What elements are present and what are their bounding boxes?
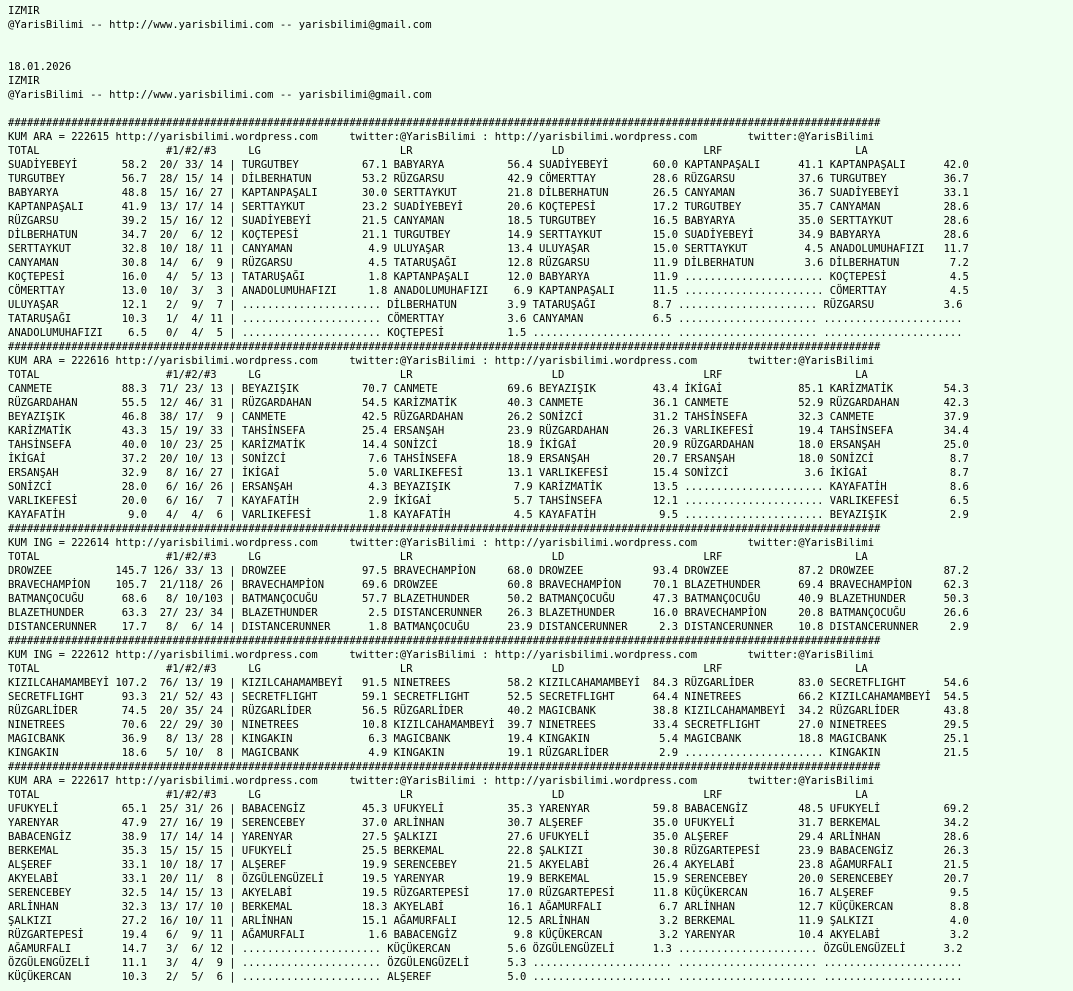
table-row: SECRETFLIGHT 93.3 21/ 52/ 43 | SECRETFLIGHT 59.1 SECRETFLIGHT 52.5 SECRETFLIGHT 64.4 NINETREES 66.2 KIZILCAHAMAMBEYİ 54.5 (8, 691, 969, 703)
table-row: TAHSİNSEFA 40.0 10/ 23/ 25 | KARİZMATİK 14.4 SONİZCİ 18.9 İKİGAİ 20.9 RÜZGARDAHAN 18.0 ERSANŞAH 25.0 (8, 439, 969, 451)
table-row: VARLIKEFESİ 20.0 6/ 16/ 7 | KAYAFATİH 2.9 İKİGAİ 5.7 TAHSİNSEFA 12.1 ...................... VARLIKEFESİ 6.5 (8, 495, 969, 507)
table-row: CANMETE 88.3 71/ 23/ 13 | BEYAZIŞIK 70.7 CANMETE 69.6 BEYAZIŞIK 43.4 İKİGAİ 85.1 KARİZMATİK 54.3 (8, 383, 969, 395)
table-row: DİLBERHATUN 34.7 20/ 6/ 12 | KOÇTEPESİ 21.1 TURGUTBEY 14.9 SERTTAYKUT 15.0 SUADİYEBEYİ 34.9 BABYARYA 28.6 (8, 229, 969, 241)
table-row: TURGUTBEY 56.7 28/ 15/ 14 | DİLBERHATUN 53.2 RÜZGARSU 42.9 CÖMERTTAY 28.6 RÜZGARSU 37.6 TURGUTBEY 36.7 (8, 173, 969, 185)
table-row: SUADİYEBEYİ 58.2 20/ 33/ 14 | TURGUTBEY 67.1 BABYARYA 56.4 SUADİYEBEYİ 60.0 KAPTANPAŞALI 41.1 KAPTANPAŞALI 42.0 (8, 159, 969, 171)
table-row: BABYARYA 48.8 15/ 16/ 27 | KAPTANPAŞALI 30.0 SERTTAYKUT 21.8 DİLBERHATUN 26.5 CANYAMAN 36.7 SUADİYEBEYİ 33.1 (8, 187, 969, 199)
table-row: DISTANCERUNNER 17.7 8/ 6/ 14 | DISTANCERUNNER 1.8 BATMANÇOCUĞU 23.9 DISTANCERUNNER 2.3 DISTANCERUNNER 10.8 DISTANCERUNNER 2.9 (8, 621, 969, 633)
table-row: KAPTANPAŞALI 41.9 13/ 17/ 14 | SERTTAYKUT 23.2 SUADİYEBEYİ 20.6 KOÇTEPESİ 17.2 TURGUTBEY 35.7 CANYAMAN 28.6 (8, 201, 969, 213)
blank-line (8, 46, 1073, 60)
table-row: NINETREES 70.6 22/ 29/ 30 | NINETREES 10.8 KIZILCAHAMAMBEYİ 39.7 NINETREES 33.4 SECRETFLIGHT 27.0 NINETREES 29.5 (8, 719, 969, 731)
race-block (8, 116, 1073, 340)
table-row: RÜZGARTEPESİ 19.4 6/ 9/ 11 | AĞAMURFALI 1.6 BABACENGİZ 9.8 KÜÇÜKERCAN 3.2 YARENYAR 10.4 AKYELABİ 3.2 (8, 929, 969, 941)
race-title: KUM ARA = 222616 http://yarisbilimi.wordpress.com twitter:@YarisBilimi : http://yarisbilimi.wordpress.com twitter:@YarisBilimi (8, 355, 875, 367)
header-contact: @YarisBilimi -- http://www.yarisbilimi.com -- yarisbilimi@gmail.com (8, 19, 432, 31)
separator-line: ########################################################################################################################################## (8, 635, 881, 647)
blank-line (8, 102, 1073, 116)
header-date: 18.01.2026 (8, 61, 72, 73)
table-row: BEYAZIŞIK 46.8 38/ 17/ 9 | CANMETE 42.5 RÜZGARDAHAN 26.2 SONİZCİ 31.2 TAHSİNSEFA 32.3 CANMETE 37.9 (8, 411, 969, 423)
table-row: TATARUŞAĞI 10.3 1/ 4/ 11 | ...................... CÖMERTTAY 3.6 CANYAMAN 6.5 ...................... ...................... (8, 313, 963, 325)
race-title: KUM ING = 222614 http://yarisbilimi.wordpress.com twitter:@YarisBilimi : http://yarisbilimi.wordpress.com twitter:@YarisBilimi (8, 537, 875, 549)
table-row: KINGAKIN 18.6 5/ 10/ 8 | MAGICBANK 4.9 KINGAKIN 19.1 RÜZGARLİDER 2.9 ...................... KINGAKIN 21.5 (8, 747, 969, 759)
separator-line: ########################################################################################################################################## (8, 761, 881, 773)
table-row: ŞALKIZI 27.2 16/ 10/ 11 | ARLİNHAN 15.1 AĞAMURFALI 12.5 ARLİNHAN 3.2 BERKEMAL 11.9 ŞALKIZI 4.0 (8, 915, 969, 927)
column-header: TOTAL #1/#2/#3 LG LR LD LRF LA (8, 369, 868, 381)
header-city: IZMIR (8, 5, 40, 17)
race-block (8, 634, 1073, 760)
table-row: CÖMERTTAY 13.0 10/ 3/ 3 | ANADOLUMUHAFIZI 1.8 ANADOLUMUHAFIZI 6.9 KAPTANPAŞALI 11.5 ...................... CÖMERTTAY 4.5 (8, 285, 969, 297)
table-row: UFUKYELİ 65.1 25/ 31/ 26 | BABACENGİZ 45.3 UFUKYELİ 35.3 YARENYAR 59.8 BABACENGİZ 48.5 UFUKYELİ 69.2 (8, 803, 969, 815)
race-block (8, 522, 1073, 634)
table-row: BATMANÇOCUĞU 68.6 8/ 10/103 | BATMANÇOCUĞU 57.7 BLAZETHUNDER 50.2 BATMANÇOCUĞU 47.3 BATMANÇOCUĞU 40.9 BLAZETHUNDER 50.3 (8, 593, 969, 605)
table-row: ALŞEREF 33.1 10/ 18/ 17 | ALŞEREF 19.9 SERENCEBEY 21.5 AKYELABİ 26.4 AKYELABİ 23.8 AĞAMURFALI 21.5 (8, 859, 969, 871)
table-row: ERSANŞAH 32.9 8/ 16/ 27 | İKİGAİ 5.0 VARLIKEFESİ 13.1 VARLIKEFESİ 15.4 SONİZCİ 3.6 İKİGAİ 8.7 (8, 467, 969, 479)
table-row: BRAVECHAMPİON 105.7 21/118/ 26 | BRAVECHAMPİON 69.6 DROWZEE 60.8 BRAVECHAMPİON 70.1 BLAZETHUNDER 69.4 BRAVECHAMPİON 62.3 (8, 579, 969, 591)
table-row: KOÇTEPESİ 16.0 4/ 5/ 13 | TATARUŞAĞI 1.8 KAPTANPAŞALI 12.0 BABYARYA 11.9 ...................... KOÇTEPESİ 4.5 (8, 271, 969, 283)
table-row: KIZILCAHAMAMBEYİ 107.2 76/ 13/ 19 | KIZILCAHAMAMBEYİ 91.5 NINETREES 58.2 KIZILCAHAMAMBEYİ 84.3 RÜZGARLİDER 83.0 SECRETFLIGHT 54.6 (8, 677, 969, 689)
header-city-2: IZMIR (8, 75, 40, 87)
table-row: KÜÇÜKERCAN 10.3 2/ 5/ 6 | ...................... ALŞEREF 5.0 ...................... ...................... ...................... (8, 971, 963, 983)
separator-line: ########################################################################################################################################## (8, 117, 881, 129)
table-row: AĞAMURFALI 14.7 3/ 6/ 12 | ...................... KÜÇÜKERCAN 5.6 ÖZGÜLENGÜZELİ 1.3 ...................... ÖZGÜLENGÜZELİ 3.2 (8, 943, 963, 955)
table-row: KAYAFATİH 9.0 4/ 4/ 6 | VARLIKEFESİ 1.8 KAYAFATİH 4.5 KAYAFATİH 9.5 ...................... BEYAZIŞIK 2.9 (8, 509, 969, 521)
column-header: TOTAL #1/#2/#3 LG LR LD LRF LA (8, 663, 868, 675)
blank-line (8, 32, 1073, 46)
race-title: KUM ARA = 222617 http://yarisbilimi.wordpress.com twitter:@YarisBilimi : http://yarisbilimi.wordpress.com twitter:@YarisBilimi (8, 775, 875, 787)
race-block (8, 760, 1073, 984)
table-row: KARİZMATİK 43.3 15/ 19/ 33 | TAHSİNSEFA 25.4 ERSANŞAH 23.9 RÜZGARDAHAN 26.3 VARLIKEFESİ 19.4 TAHSİNSEFA 34.4 (8, 425, 969, 437)
header-contact-2: @YarisBilimi -- http://www.yarisbilimi.com -- yarisbilimi@gmail.com (8, 89, 432, 101)
separator-line: ########################################################################################################################################## (8, 523, 881, 535)
table-row: ARLİNHAN 32.3 13/ 17/ 10 | BERKEMAL 18.3 AKYELABİ 16.1 AĞAMURFALI 6.7 ARLİNHAN 12.7 KÜÇÜKERCAN 8.8 (8, 901, 969, 913)
table-row: MAGICBANK 36.9 8/ 13/ 28 | KINGAKIN 6.3 MAGICBANK 19.4 KINGAKIN 5.4 MAGICBANK 18.8 MAGICBANK 25.1 (8, 733, 969, 745)
table-row: CANYAMAN 30.8 14/ 6/ 9 | RÜZGARSU 4.5 TATARUŞAĞI 12.8 RÜZGARSU 11.9 DİLBERHATUN 3.6 DİLBERHATUN 7.2 (8, 257, 969, 269)
table-row: RÜZGARSU 39.2 15/ 16/ 12 | SUADİYEBEYİ 21.5 CANYAMAN 18.5 TURGUTBEY 16.5 BABYARYA 35.0 SERTTAYKUT 28.6 (8, 215, 969, 227)
table-row: ANADOLUMUHAFIZI 6.5 0/ 4/ 5 | ...................... KOÇTEPESİ 1.5 ...................... ...................... ...................... (8, 327, 963, 339)
table-row: BERKEMAL 35.3 15/ 15/ 15 | UFUKYELİ 25.5 BERKEMAL 22.8 ŞALKIZI 30.8 RÜZGARTEPESİ 23.9 BABACENGİZ 26.3 (8, 845, 969, 857)
separator-line: ########################################################################################################################################## (8, 341, 881, 353)
column-header: TOTAL #1/#2/#3 LG LR LD LRF LA (8, 551, 868, 563)
column-header: TOTAL #1/#2/#3 LG LR LD LRF LA (8, 789, 868, 801)
race-block (8, 340, 1073, 522)
table-row: SERTTAYKUT 32.8 10/ 18/ 11 | CANYAMAN 4.9 ULUYAŞAR 13.4 ULUYAŞAR 15.0 SERTTAYKUT 4.5 ANADOLUMUHAFIZI 11.7 (8, 243, 969, 255)
table-row: İKİGAİ 37.2 20/ 10/ 13 | SONİZCİ 7.6 TAHSİNSEFA 18.9 ERSANŞAH 20.7 ERSANŞAH 18.0 SONİZCİ 8.7 (8, 453, 969, 465)
table-row: SERENCEBEY 32.5 14/ 15/ 13 | AKYELABİ 19.5 RÜZGARTEPESİ 17.0 RÜZGARTEPESİ 11.8 KÜÇÜKERCAN 16.7 ALŞEREF 9.5 (8, 887, 969, 899)
table-row: RÜZGARDAHAN 55.5 12/ 46/ 31 | RÜZGARDAHAN 54.5 KARİZMATİK 40.3 CANMETE 36.1 CANMETE 52.9 RÜZGARDAHAN 42.3 (8, 397, 969, 409)
table-row: YARENYAR 47.9 27/ 16/ 19 | SERENCEBEY 37.0 ARLİNHAN 30.7 ALŞEREF 35.0 UFUKYELİ 31.7 BERKEMAL 34.2 (8, 817, 969, 829)
race-title: KUM ING = 222612 http://yarisbilimi.wordpress.com twitter:@YarisBilimi : http://yarisbilimi.wordpress.com twitter:@YarisBilimi (8, 649, 875, 661)
table-row: ÖZGÜLENGÜZELİ 11.1 3/ 4/ 9 | ...................... ÖZGÜLENGÜZELİ 5.3 ...................... ...................... ...................... (8, 957, 963, 969)
table-row: DROWZEE 145.7 126/ 33/ 13 | DROWZEE 97.5 BRAVECHAMPİON 68.0 DROWZEE 93.4 DROWZEE 87.2 DROWZEE 87.2 (8, 565, 969, 577)
table-row: AKYELABİ 33.1 20/ 11/ 8 | ÖZGÜLENGÜZELİ 19.5 YARENYAR 19.9 BERKEMAL 15.9 SERENCEBEY 20.0 SERENCEBEY 20.7 (8, 873, 969, 885)
table-row: SONİZCİ 28.0 6/ 16/ 26 | ERSANŞAH 4.3 BEYAZIŞIK 7.9 KARİZMATİK 13.5 ...................... KAYAFATİH 8.6 (8, 481, 969, 493)
race-title: KUM ARA = 222615 http://yarisbilimi.wordpress.com twitter:@YarisBilimi : http://yarisbilimi.wordpress.com twitter:@YarisBilimi (8, 131, 875, 143)
column-header: TOTAL #1/#2/#3 LG LR LD LRF LA (8, 145, 868, 157)
table-row: BLAZETHUNDER 63.3 27/ 23/ 34 | BLAZETHUNDER 2.5 DISTANCERUNNER 26.3 BLAZETHUNDER 16.0 BRAVECHAMPİON 20.8 BATMANÇOCUĞU 26.6 (8, 607, 969, 619)
races-container (8, 116, 1073, 984)
table-row: ULUYAŞAR 12.1 2/ 9/ 7 | ...................... DİLBERHATUN 3.9 TATARUŞAĞI 8.7 ...................... RÜZGARSU 3.6 (8, 299, 963, 311)
table-row: BABACENGİZ 38.9 17/ 14/ 14 | YARENYAR 27.5 ŞALKIZI 27.6 UFUKYELİ 35.0 ALŞEREF 29.4 ARLİNHAN 28.6 (8, 831, 969, 843)
table-row: RÜZGARLİDER 74.5 20/ 35/ 24 | RÜZGARLİDER 56.5 RÜZGARLİDER 40.2 MAGICBANK 38.8 KIZILCAHAMAMBEYİ 34.2 RÜZGARLİDER 43.8 (8, 705, 969, 717)
